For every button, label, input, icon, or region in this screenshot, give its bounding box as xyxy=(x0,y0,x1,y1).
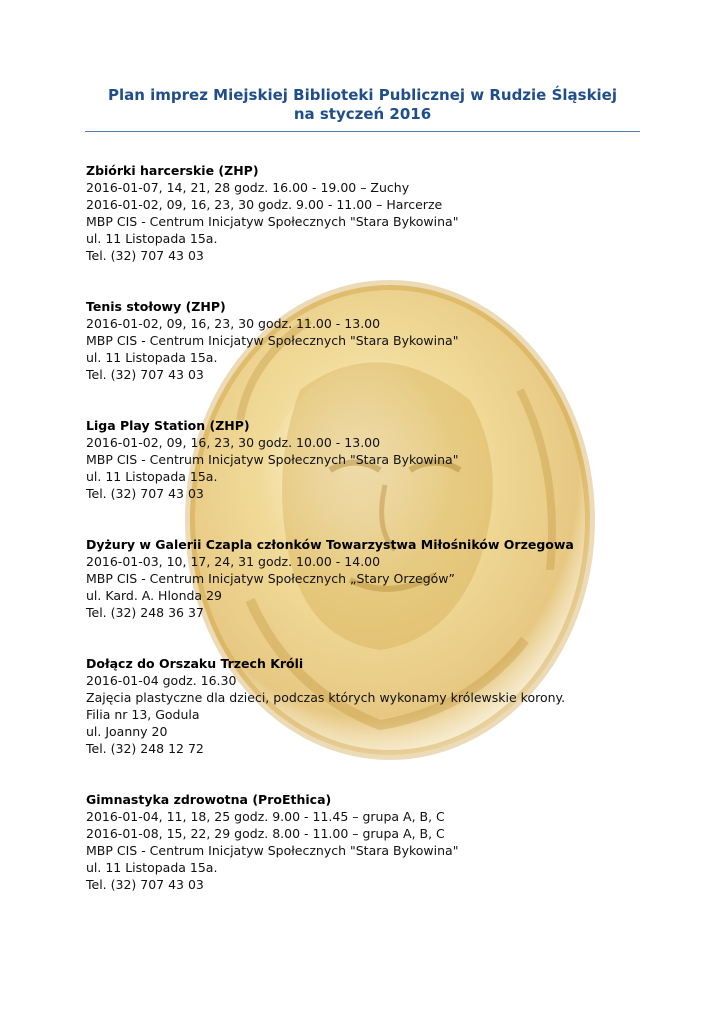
event-dates: 2016-01-08, 15, 22, 29 godz. 8.00 - 11.00 – grupa A, B, C xyxy=(86,826,445,841)
header-divider xyxy=(85,131,640,132)
event-dates: 2016-01-04, 11, 18, 25 godz. 9.00 - 11.45 – grupa A, B, C xyxy=(86,809,445,824)
event-address: ul. Kard. A. Hlonda 29 xyxy=(86,588,222,603)
event-phone: Tel. (32) 707 43 03 xyxy=(86,486,204,501)
event-address: ul. Joanny 20 xyxy=(86,724,168,739)
event-title: Dołącz do Orszaku Trzech Króli xyxy=(86,656,304,671)
event-dates: 2016-01-02, 09, 16, 23, 30 godz. 11.00 - 13.00 xyxy=(86,316,381,331)
event-phone: Tel. (32) 248 12 72 xyxy=(86,741,204,756)
event-item xyxy=(86,417,686,502)
event-dates: 2016-01-07, 14, 21, 28 godz. 16.00 - 19.00 – Zuchy xyxy=(86,180,410,195)
event-phone: Tel. (32) 248 36 37 xyxy=(86,605,204,620)
event-item xyxy=(86,655,686,757)
event-venue: MBP CIS - Centrum Inicjatyw Społecznych "Stara Bykowina" xyxy=(86,333,459,348)
event-venue: MBP CIS - Centrum Inicjatyw Społecznych "Stara Bykowina" xyxy=(86,452,459,467)
event-address: ul. 11 Listopada 15a. xyxy=(86,860,218,875)
event-phone: Tel. (32) 707 43 03 xyxy=(86,877,204,892)
event-dates: 2016-01-02, 09, 16, 23, 30 godz. 10.00 - 13.00 xyxy=(86,435,381,450)
page-header xyxy=(85,86,640,124)
event-address: ul. 11 Listopada 15a. xyxy=(86,350,218,365)
event-title: Zbiórki harcerskie (ZHP) xyxy=(86,163,259,178)
page-title: Plan imprez Miejskiej Biblioteki Publicznej w Rudzie Śląskiej xyxy=(107,86,617,104)
event-dates: 2016-01-04 godz. 16.30 xyxy=(86,673,237,688)
event-dates: 2016-01-02, 09, 16, 23, 30 godz. 9.00 - 11.00 – Harcerze xyxy=(86,197,443,212)
event-dates: 2016-01-03, 10, 17, 24, 31 godz. 10.00 - 14.00 xyxy=(86,554,381,569)
event-venue: MBP CIS - Centrum Inicjatyw Społecznych "Stara Bykowina" xyxy=(86,843,459,858)
event-title: Dyżury w Galerii Czapla członków Towarzystwa Miłośników Orzegowa xyxy=(86,537,574,552)
event-item xyxy=(86,791,686,893)
event-title: Liga Play Station (ZHP) xyxy=(86,418,250,433)
event-address: ul. 11 Listopada 15a. xyxy=(86,469,218,484)
event-title: Gimnastyka zdrowotna (ProEthica) xyxy=(86,792,332,807)
event-title: Tenis stołowy (ZHP) xyxy=(86,299,226,314)
event-address: ul. 11 Listopada 15a. xyxy=(86,231,218,246)
event-description: Zajęcia plastyczne dla dzieci, podczas których wykonamy królewskie korony. xyxy=(86,690,566,705)
event-phone: Tel. (32) 707 43 03 xyxy=(86,248,204,263)
event-item xyxy=(86,536,686,621)
event-item xyxy=(86,298,686,383)
event-venue: Filia nr 13, Godula xyxy=(86,707,200,722)
event-venue: MBP CIS - Centrum Inicjatyw Społecznych „Stary Orzegów” xyxy=(86,571,455,586)
event-list xyxy=(86,162,686,927)
event-venue: MBP CIS - Centrum Inicjatyw Społecznych "Stara Bykowina" xyxy=(86,214,459,229)
event-phone: Tel. (32) 707 43 03 xyxy=(86,367,204,382)
page-subtitle: na styczeń 2016 xyxy=(293,105,432,123)
event-item xyxy=(86,162,686,264)
